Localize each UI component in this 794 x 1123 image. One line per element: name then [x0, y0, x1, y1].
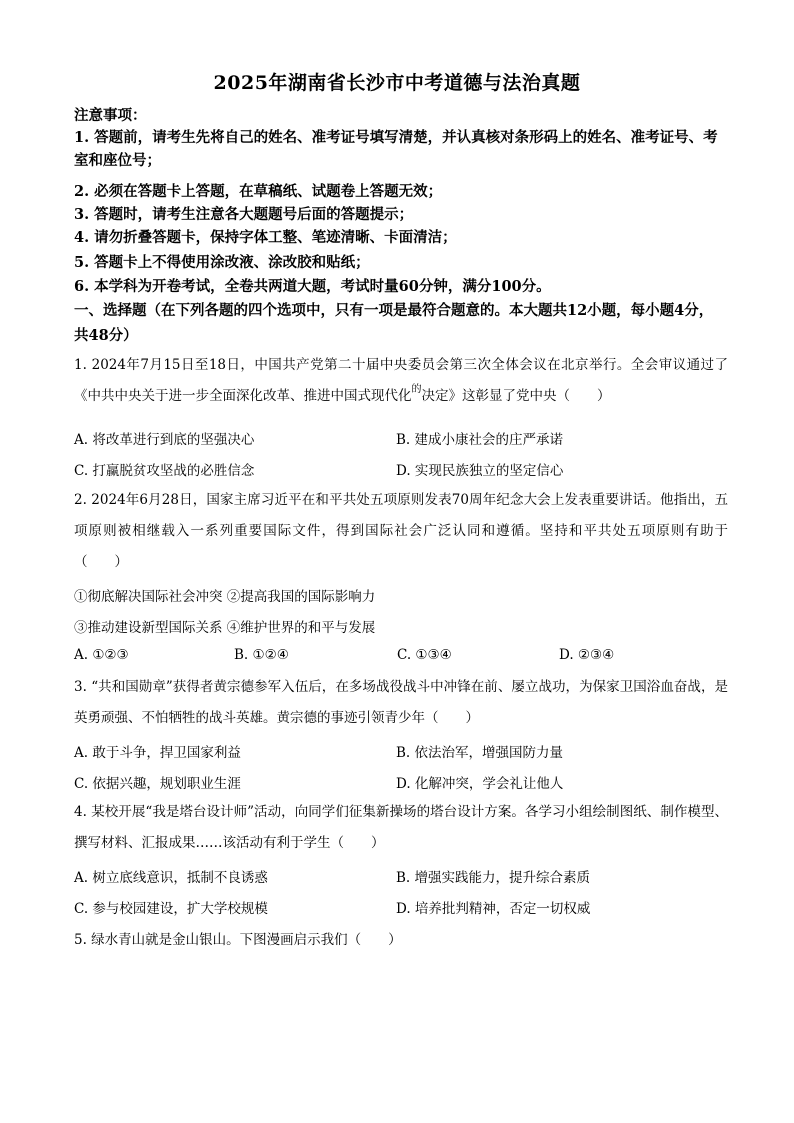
- question-2-option-d: D. ②③④: [559, 647, 615, 663]
- question-1-options-row-1: [74, 428, 726, 448]
- section-heading-choice: 一、选择题（在下列各题的四个选项中，只有一项是最符合题意的。本大题共12小题，每小题4分，共48分）: [74, 302, 714, 344]
- question-1-options-row-2: [74, 459, 726, 479]
- question-5-stem: 5. 绿水青山就是金山银山。下图漫画启示我们（ ）: [74, 932, 402, 948]
- question-3-option-b: B. 依法治军，增强国防力量: [396, 745, 564, 761]
- question-3-stem: 3. “共和国勋章”获得者黄宗德参军入伍后，在多场战役战斗中冲锋在前、屡立战功，为保家卫国浴血奋战，是英勇顽强、不怕牺牲的战斗英雄。黄宗德的事迹引领青少年（ ）: [74, 679, 728, 726]
- question-2-option-a: A. ①②③: [74, 647, 129, 663]
- page-title: 2025年湖南省长沙市中考道德与法治真题: [213, 72, 581, 94]
- notice-item-3: 3. 答题时，请考生注意各大题题号后面的答题提示；: [74, 206, 414, 223]
- question-1-option-d: D. 实现民族独立的坚定信心: [396, 463, 564, 479]
- question-4-option-c: C. 参与校园建设，扩大学校规模: [74, 901, 268, 917]
- question-1-stem-superscript: 的: [411, 384, 422, 395]
- question-3-option-d: D. 化解冲突，学会礼让他人: [396, 776, 564, 792]
- question-3-option-c: C. 依据兴趣，规划职业生涯: [74, 776, 241, 792]
- question-1-stem-part-a: 1. 2024年7月15日至18日，中国共产党第二十届中央委员会第三次全体会议在北京举行。全会审议通过了《中共中央关于进一步全面深化改革、推进中国式现代化: [74, 357, 728, 404]
- notice-item-6: 6. 本学科为开卷考试，全卷共两道大题，考试时量60分钟，满分100分。: [74, 278, 551, 295]
- notice-item-5: 5. 答题卡上不得使用涂改液、涂改胶和贴纸；: [74, 254, 370, 271]
- question-2-statements-1: ①彻底解决国际社会冲突 ②提高我国的国际影响力: [74, 589, 376, 605]
- question-4-options-row-2: [74, 897, 726, 917]
- question-3-option-a: A. 敢于斗争，捍卫国家利益: [74, 745, 241, 761]
- question-1-option-a: A. 将改革进行到底的坚强决心: [74, 432, 255, 448]
- notice-item-2: 2. 必须在答题卡上答题，在草稿纸、试题卷上答题无效；: [74, 183, 443, 200]
- question-4-option-d: D. 培养批判精神，否定一切权威: [396, 901, 591, 917]
- question-3-options-row-1: [74, 741, 726, 761]
- question-2-stem: 2. 2024年6月28日，国家主席习近平在和平共处五项原则发表70周年纪念大会上发表重要讲话。他指出，五项原则被相继载入一系列重要国际文件，得到国际社会广泛认同和遵循。坚持和平共处五项原则有助于（ ）: [74, 492, 728, 570]
- question-4-options-row-1: [74, 866, 726, 886]
- question-4-option-b: B. 增强实践能力，提升综合素质: [396, 870, 591, 886]
- question-2-option-b: B. ①②④: [234, 647, 289, 663]
- question-4-option-a: A. 树立底线意识，抵制不良诱惑: [74, 870, 268, 886]
- question-1-stem: [74, 350, 728, 413]
- question-3-options-row-2: [74, 772, 726, 792]
- notice-item-1: 1. 答题前，请考生先将自己的姓名、准考证号填写清楚，并认真核对条形码上的姓名、准考证号、考室和座位号；: [74, 129, 718, 169]
- question-2-option-c: C. ①③④: [397, 647, 452, 663]
- question-1-option-b: B. 建成小康社会的庄严承诺: [396, 432, 564, 448]
- question-2-options-row: [74, 647, 726, 667]
- notice-heading: 注意事项：: [74, 107, 147, 124]
- question-2-statements-2: ③推动建设新型国际关系 ④维护世界的和平与发展: [74, 620, 376, 636]
- notice-item-4: 4. 请勿折叠答题卡，保持字体工整、笔迹清晰、卡面清洁；: [74, 229, 457, 246]
- question-1-option-c: C. 打赢脱贫攻坚战的必胜信念: [74, 463, 255, 479]
- question-4-stem: 4. 某校开展“我是塔台设计师”活动，向同学们征集新操场的塔台设计方案。各学习小组绘制图纸、制作模型、撰写材料、汇报成果……该活动有利于学生（ ）: [74, 804, 728, 851]
- question-1-stem-part-b: 决定》这彰显了党中央（ ）: [421, 388, 611, 404]
